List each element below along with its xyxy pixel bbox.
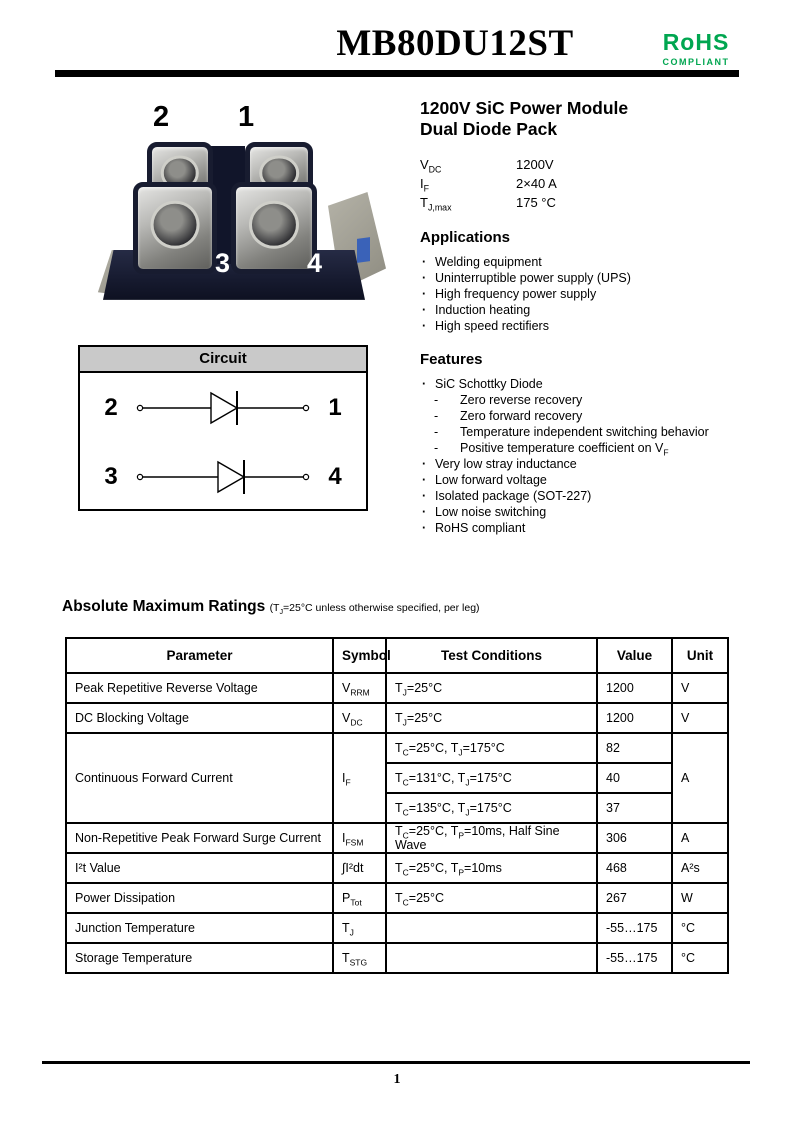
- list-item: [420, 302, 750, 318]
- node-label: 2: [104, 393, 118, 421]
- parameter-cell: Storage Temperature: [66, 943, 333, 973]
- unit-cell: A: [672, 823, 728, 853]
- circuit-row-top: [80, 386, 366, 430]
- table-row: [66, 703, 728, 733]
- rohs-badge: [644, 30, 748, 67]
- list-item-text: High speed rectifiers: [435, 319, 549, 333]
- table-header-row: [66, 638, 728, 673]
- circuit-body: [80, 373, 366, 511]
- col-symbol: Symbol: [333, 638, 386, 673]
- condition-cell: $T_C=25^\circ C$, $T_J=175^\circ C$: [386, 733, 597, 763]
- page-number: 1: [393, 1072, 401, 1087]
- condition-cell: $T_C=135^\circ C$, $T_J=175^\circ C$: [386, 793, 597, 823]
- bullet-icon: ·: [422, 473, 427, 487]
- terminal-label-3: 3: [215, 248, 231, 278]
- ratings-heading-text: Absolute Maximum Ratings: [62, 598, 266, 615]
- condition-cell: $T_J=25^\circ C$: [386, 703, 597, 733]
- value-cell: -55…175: [597, 943, 672, 973]
- screw-terminal-3: [133, 182, 217, 274]
- bullet-icon: ·: [422, 489, 427, 503]
- condition-cell: $T_C=25^\circ C$, $T_P=10ms$: [386, 853, 597, 883]
- list-item-text: Welding equipment: [435, 255, 542, 269]
- value-cell: 1200: [597, 703, 672, 733]
- table-row: [66, 733, 728, 763]
- spec-symbol: $T_{J,max}$: [420, 195, 452, 213]
- symbol-cell: $T_{STG}$: [333, 943, 386, 973]
- list-item: [420, 504, 750, 520]
- applications-heading: Applications: [420, 229, 511, 246]
- list-item: [420, 376, 750, 392]
- module-photo: [95, 100, 390, 320]
- bullet-icon: ·: [422, 287, 427, 301]
- unit-cell: V: [672, 673, 728, 703]
- symbol-cell: $T_J$: [333, 913, 386, 943]
- list-item-text: Induction heating: [435, 303, 531, 317]
- col-parameter: Parameter: [66, 638, 333, 673]
- terminal-label-2: 2: [153, 101, 170, 133]
- node-label: 1: [328, 393, 342, 421]
- symbol-cell: $V_{DC}$: [333, 703, 386, 733]
- condition-cell: [386, 943, 597, 973]
- features-heading: Features: [420, 351, 483, 368]
- page-title: MB80DU12ST: [336, 23, 574, 64]
- circuit-row-bottom: [80, 455, 366, 499]
- parameter-cell: I²t Value: [66, 853, 333, 883]
- ratings-table: [65, 637, 729, 974]
- list-item-text: Uninterruptible power supply (UPS): [435, 271, 631, 285]
- product-heading-line1: 1200V SiC Power Module: [420, 98, 629, 118]
- list-item-text: High frequency power supply: [435, 287, 597, 301]
- list-item-text: Temperature independent switching behavior: [460, 425, 709, 439]
- value-cell: 306: [597, 823, 672, 853]
- spec-row-if: [420, 174, 750, 193]
- header-divider: [55, 70, 739, 77]
- unit-cell: °C: [672, 943, 728, 973]
- symbol-cell: $I_F$: [333, 733, 386, 823]
- symbol-cell: $V_{RRM}$: [333, 673, 386, 703]
- value-cell: -55…175: [597, 913, 672, 943]
- value-cell: 468: [597, 853, 672, 883]
- list-item: [420, 424, 750, 440]
- col-test-conditions: Test Conditions: [386, 638, 597, 673]
- spec-row-tjmax: [420, 193, 750, 212]
- spec-row-vdc: [420, 155, 750, 174]
- condition-cell: $T_C=25^\circ C$: [386, 883, 597, 913]
- table-row: [66, 943, 728, 973]
- symbol-cell: $I_{FSM}$: [333, 823, 386, 853]
- list-item: [420, 270, 750, 286]
- bullet-icon: ·: [422, 505, 427, 519]
- footer-divider: [42, 1061, 750, 1064]
- unit-cell: °C: [672, 913, 728, 943]
- condition-cell: [386, 913, 597, 943]
- dash-icon: -: [434, 409, 439, 423]
- spec-value: 1200V: [516, 157, 554, 172]
- list-item: [420, 520, 750, 536]
- parameter-cell: Peak Repetitive Reverse Voltage: [66, 673, 333, 703]
- list-item-text: Isolated package (SOT-227): [435, 489, 592, 503]
- col-unit: Unit: [672, 638, 728, 673]
- table-row: [66, 883, 728, 913]
- screw-hole-icon: [249, 200, 299, 249]
- list-item: [420, 472, 750, 488]
- condition-cell: $T_C=131^\circ C$, $T_J=175^\circ C$: [386, 763, 597, 793]
- diode-symbol-icon: [133, 455, 313, 499]
- list-item-text: Low noise switching: [435, 505, 547, 519]
- dash-icon: -: [434, 441, 439, 455]
- key-specs: [420, 155, 750, 212]
- parameter-cell: Junction Temperature: [66, 913, 333, 943]
- table-row: [66, 913, 728, 943]
- bullet-icon: ·: [422, 319, 427, 333]
- bullet-icon: ·: [422, 377, 427, 391]
- rohs-compliant-label: COMPLIANT: [662, 57, 730, 67]
- applications-list: [420, 254, 750, 334]
- screw-terminal-4: [231, 182, 317, 274]
- list-item: [420, 408, 750, 424]
- bullet-icon: ·: [422, 457, 427, 471]
- col-value: Value: [597, 638, 672, 673]
- screw-hole-icon: [151, 200, 200, 249]
- list-item: [420, 440, 750, 456]
- terminal-label-4: 4: [307, 248, 323, 278]
- spec-value: 175 °C: [516, 195, 556, 210]
- rohs-label: RoHS: [662, 29, 730, 55]
- list-item-text: RoHS compliant: [435, 521, 526, 535]
- ratings-heading: [62, 598, 480, 616]
- list-item: [420, 488, 750, 504]
- parameter-cell: Continuous Forward Current: [66, 733, 333, 823]
- list-item: [420, 392, 750, 408]
- features-list: [420, 376, 750, 536]
- unit-cell: A²s: [672, 853, 728, 883]
- product-heading-line2: Dual Diode Pack: [420, 119, 558, 139]
- symbol-cell: $P_{Tot}$: [333, 883, 386, 913]
- bullet-icon: ·: [422, 303, 427, 317]
- diode-symbol-icon: [133, 386, 313, 430]
- module-blue-accent: [357, 237, 370, 263]
- unit-cell: W: [672, 883, 728, 913]
- list-item-text: Zero forward recovery: [460, 409, 583, 423]
- value-cell: 267: [597, 883, 672, 913]
- summary-column: [420, 98, 750, 536]
- list-item-text: Zero reverse recovery: [460, 393, 583, 407]
- value-cell: 40: [597, 763, 672, 793]
- value-cell: 37: [597, 793, 672, 823]
- list-item: [420, 254, 750, 270]
- table-row: [66, 853, 728, 883]
- symbol-cell: ∫I²dt: [333, 853, 386, 883]
- spec-symbol: $I_F$: [420, 176, 430, 194]
- condition-cell: $T_C=25^\circ C$, $T_P=10ms$, Half Sine Wave: [386, 823, 597, 853]
- list-item-text: Low forward voltage: [435, 473, 547, 487]
- condition-cell: $T_J=25^\circ C$: [386, 673, 597, 703]
- bullet-icon: ·: [422, 255, 427, 269]
- table-row: [66, 673, 728, 703]
- value-cell: 82: [597, 733, 672, 763]
- terminal-label-1: 1: [238, 101, 255, 133]
- table-row: [66, 823, 728, 853]
- spec-value: 2×40 A: [516, 176, 557, 191]
- parameter-cell: Power Dissipation: [66, 883, 333, 913]
- dash-icon: -: [434, 425, 439, 439]
- node-label: 3: [104, 462, 118, 490]
- ratings-note: ($T_J=25^\circ C$ unless otherwise specified, per leg): [269, 602, 480, 617]
- value-cell: 1200: [597, 673, 672, 703]
- circuit-title: Circuit: [80, 347, 366, 373]
- list-item-text: SiC Schottky Diode: [435, 377, 543, 391]
- circuit-diagram: [78, 345, 368, 511]
- parameter-cell: DC Blocking Voltage: [66, 703, 333, 733]
- spec-symbol: $V_{DC}$: [420, 157, 442, 175]
- unit-cell: V: [672, 703, 728, 733]
- list-item: [420, 456, 750, 472]
- bullet-icon: ·: [422, 521, 427, 535]
- list-item: [420, 318, 750, 334]
- unit-cell: A: [672, 733, 728, 823]
- list-item-text: Very low stray inductance: [435, 457, 577, 471]
- parameter-cell: Non-Repetitive Peak Forward Surge Current: [66, 823, 333, 853]
- list-item: [420, 286, 750, 302]
- dash-icon: -: [434, 393, 439, 407]
- list-item-text: Positive temperature coefficient on $V_F$: [460, 441, 669, 458]
- bullet-icon: ·: [422, 271, 427, 285]
- node-label: 4: [328, 462, 342, 490]
